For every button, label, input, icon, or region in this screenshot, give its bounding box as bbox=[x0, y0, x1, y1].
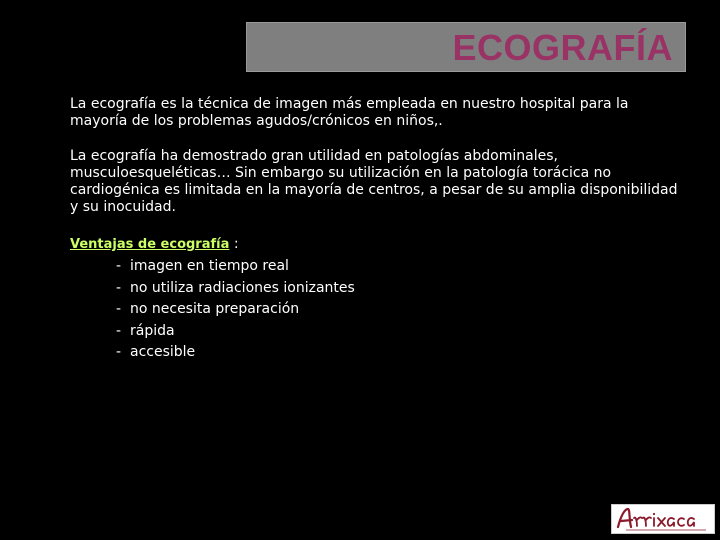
list-item-text: no necesita preparación bbox=[130, 301, 300, 317]
list-item bbox=[116, 256, 685, 278]
paragraph-1: La ecografía es la técnica de imagen más empleada en nuestro hospital para la mayoría de los problemas agudos/crónicos en niños,. bbox=[70, 96, 629, 129]
arrixaca-logo-mark bbox=[612, 505, 714, 533]
ventajas-colon: : bbox=[229, 236, 239, 252]
dash-bullet: - bbox=[116, 258, 122, 274]
list-item bbox=[116, 278, 685, 300]
list-item-text: accesible bbox=[130, 344, 196, 360]
slide-content bbox=[70, 96, 685, 364]
list-item bbox=[116, 299, 685, 321]
list-item bbox=[116, 342, 685, 364]
dash-bullet: - bbox=[116, 322, 122, 339]
ventajas-line bbox=[70, 236, 685, 253]
ventajas-heading: Ventajas de ecografía bbox=[70, 237, 230, 252]
slide-title: ECOGRAFÍA bbox=[452, 27, 673, 68]
arrixaca-logo bbox=[611, 504, 715, 534]
dash-bullet: - bbox=[116, 344, 122, 360]
list-item bbox=[116, 321, 685, 343]
paragraph-2: La ecografía ha demostrado gran utilidad en patologías abdominales, musculoesqueléticas… Sin embargo su utilización en la patología torácica no cardiogénica es limitada en la mayoría de centros, a pesar de su amplia disponibilidad y su inocuidad. bbox=[70, 148, 678, 215]
ventajas-list bbox=[70, 256, 685, 364]
dash-bullet: - bbox=[116, 301, 122, 317]
dash-bullet: - bbox=[116, 279, 122, 296]
title-bar bbox=[246, 22, 686, 72]
list-item-text: rápida bbox=[130, 322, 175, 339]
list-item-text: no utiliza radiaciones ionizantes bbox=[130, 279, 355, 296]
list-item-text: imagen en tiempo real bbox=[130, 258, 289, 274]
